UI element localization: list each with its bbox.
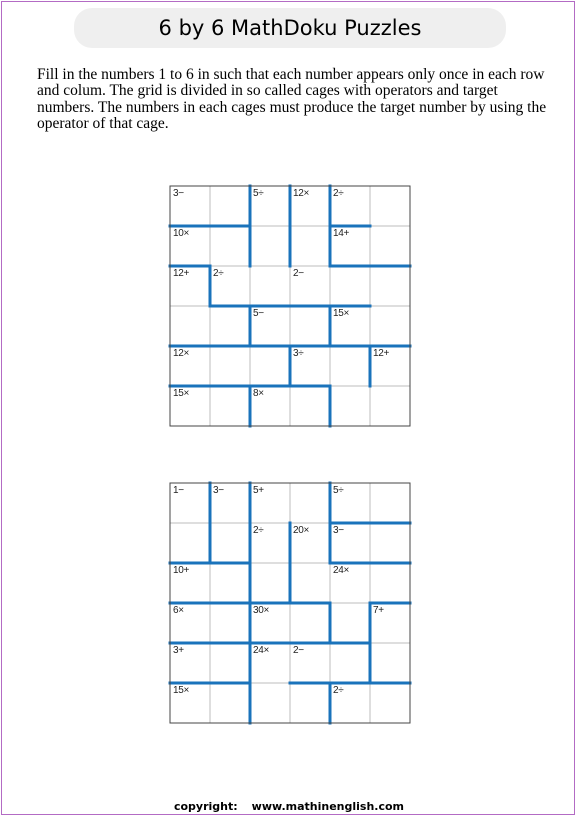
cage-label: 20× <box>293 525 310 536</box>
cage-label: 24× <box>333 565 350 576</box>
cage-label: 30× <box>253 605 270 616</box>
cage-label: 24× <box>253 645 270 656</box>
cage-label: 12+ <box>373 348 390 359</box>
cage-label: 3÷ <box>293 348 304 359</box>
cage-label: 10+ <box>173 565 190 576</box>
cage-label: 12+ <box>173 268 190 279</box>
cage-label: 2− <box>293 645 304 656</box>
cage-label: 2÷ <box>333 685 344 696</box>
mathdoku-puzzle-1 <box>170 186 410 426</box>
cage-label: 15× <box>333 308 350 319</box>
cage-label: 6× <box>173 605 184 616</box>
cage-label: 5− <box>253 308 264 319</box>
cage-label: 2÷ <box>213 268 224 279</box>
copyright-site: www.mathinenglish.com <box>251 800 405 813</box>
title-banner <box>74 8 506 48</box>
page-title: 6 by 6 MathDoku Puzzles <box>158 16 422 40</box>
cage-label: 5÷ <box>333 485 344 496</box>
cage-label: 12× <box>293 188 310 199</box>
cage-label: 5+ <box>253 485 264 496</box>
cage-label: 2÷ <box>333 188 344 199</box>
cage-label: 2− <box>293 268 304 279</box>
cage-label: 14+ <box>333 228 350 239</box>
copyright-label: copyright: <box>173 800 238 813</box>
puzzle-grid <box>170 483 410 723</box>
puzzle-grid <box>170 186 410 426</box>
cage-label: 5÷ <box>253 188 264 199</box>
cage-label: 7+ <box>373 605 384 616</box>
cage-label: 15× <box>173 685 190 696</box>
cage-label: 3− <box>213 485 224 496</box>
cage-label: 2÷ <box>253 525 264 536</box>
cage-label: 3+ <box>173 645 184 656</box>
cage-label: 8× <box>253 388 264 399</box>
mathdoku-puzzle-2 <box>170 483 410 723</box>
cage-label: 10× <box>173 228 190 239</box>
footer-copyright <box>0 800 578 813</box>
cage-label: 12× <box>173 348 190 359</box>
cage-label: 1− <box>173 485 184 496</box>
cage-label: 15× <box>173 388 190 399</box>
instructions-text: Fill in the numbers 1 to 6 in such that each number appears only once in each row and colum. The grid is divided in so called cages with operators and target numbers. The numbers in each cages must produce the target number by using the operator of that cage. <box>37 66 547 133</box>
cage-label: 3− <box>333 525 344 536</box>
cage-label: 3− <box>173 188 184 199</box>
